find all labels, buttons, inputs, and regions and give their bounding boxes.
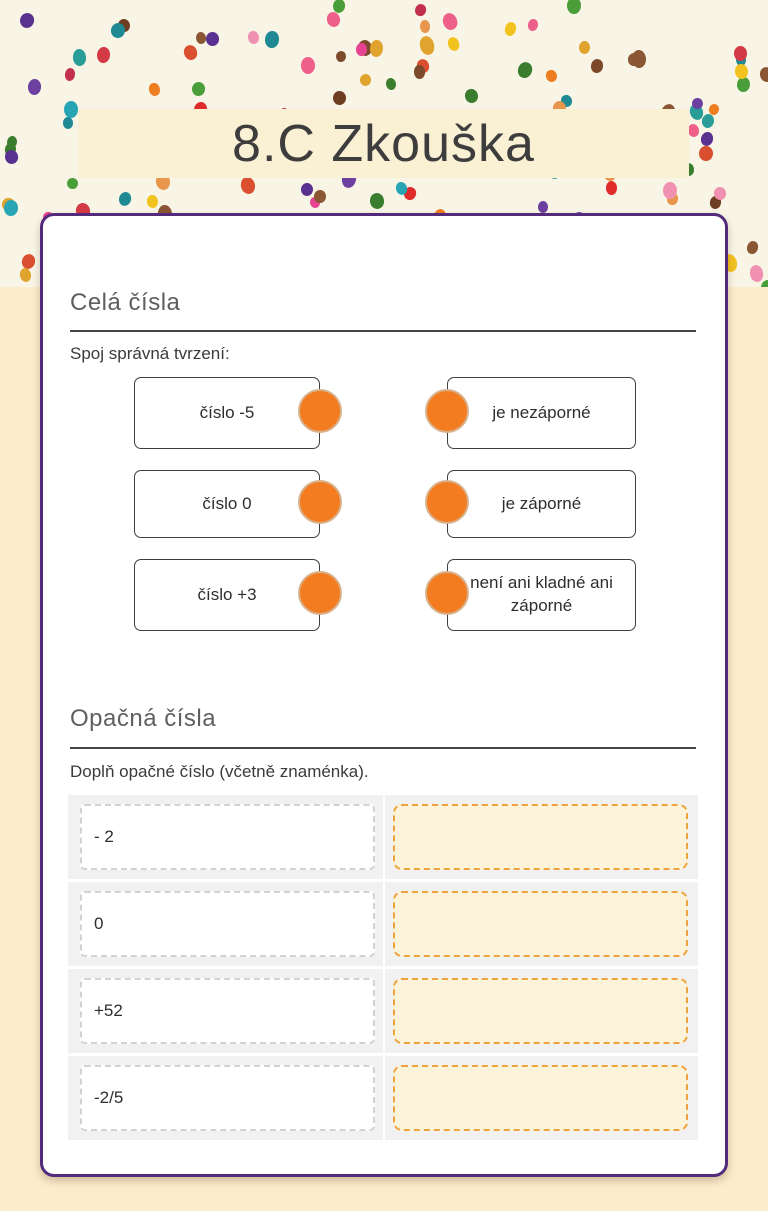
confetti-dot: [206, 32, 219, 46]
match-right-item[interactable]: [447, 470, 636, 538]
confetti-dot: [414, 64, 425, 78]
confetti-dot: [264, 30, 279, 49]
match-right-label: je nezáporné: [492, 402, 591, 422]
confetti-dot: [699, 146, 713, 161]
confetti-dot: [64, 68, 76, 82]
confetti-dot: [109, 22, 125, 39]
confetti-dot: [64, 101, 78, 118]
confetti-dot: [419, 20, 430, 33]
confetti-dot: [301, 182, 313, 195]
connector-dot[interactable]: [425, 571, 469, 615]
confetti-dot: [369, 192, 385, 210]
answer-cell: [385, 882, 698, 966]
opposite-numbers-table: [68, 795, 698, 1140]
answer-input-box[interactable]: [393, 1065, 688, 1131]
prompt-cell: [68, 1056, 383, 1140]
confetti-dot: [516, 60, 534, 80]
confetti-dot: [464, 88, 479, 104]
confetti-dot: [66, 178, 77, 190]
table-row: [68, 795, 698, 879]
match-left-label: číslo +3: [197, 584, 257, 604]
prompt-label: 0: [94, 914, 104, 933]
answer-cell: [385, 795, 698, 879]
worksheet-title: 8.C Zkouška: [232, 114, 535, 173]
confetti-dot: [418, 35, 437, 57]
confetti-dot: [18, 11, 36, 30]
confetti-dot: [147, 194, 159, 208]
prompt-label: +52: [94, 1001, 123, 1020]
prompt-cell: [68, 795, 383, 879]
connector-dot[interactable]: [298, 480, 342, 524]
confetti-dot: [247, 30, 260, 45]
confetti-dot: [240, 176, 258, 196]
prompt-box: [80, 891, 375, 957]
match-left-item[interactable]: [134, 377, 320, 449]
confetti-dot: [578, 41, 590, 55]
worksheet-card: [40, 213, 728, 1177]
prompt-cell: [68, 969, 383, 1053]
confetti-dot: [538, 201, 548, 213]
table-row: [68, 882, 698, 966]
section-instruction-fill: Doplň opačné číslo (včetně znaménka).: [70, 762, 369, 781]
confetti-dot: [662, 182, 676, 199]
confetti-dot: [413, 3, 427, 18]
confetti-dot: [699, 131, 714, 148]
confetti-dot: [96, 46, 110, 63]
confetti-dot: [182, 43, 200, 61]
connector-dot[interactable]: [425, 389, 469, 433]
confetti-dot: [527, 18, 539, 31]
answer-input-box[interactable]: [393, 804, 688, 870]
match-left-item[interactable]: [134, 559, 320, 631]
confetti-dot: [590, 58, 604, 74]
match-right-label: není ani kladné ani záporné: [470, 573, 613, 615]
match-right-item[interactable]: [447, 559, 636, 631]
confetti-dot: [360, 74, 372, 87]
match-left-label: číslo 0: [202, 493, 252, 513]
confetti-dot: [72, 48, 87, 66]
table-row: [68, 1056, 698, 1140]
confetti-dot: [191, 82, 205, 98]
table-row: [68, 969, 698, 1053]
connector-dot[interactable]: [298, 571, 342, 615]
answer-input-box[interactable]: [393, 891, 688, 957]
confetti-dot: [369, 40, 384, 58]
section-divider: [70, 330, 696, 332]
section-title-opacna-cisla: Opačná čísla: [70, 705, 217, 732]
section-instruction-match: Spoj správná tvrzení:: [70, 344, 230, 363]
confetti-dot: [336, 50, 347, 62]
confetti-dot: [503, 21, 517, 37]
connector-dot[interactable]: [425, 480, 469, 524]
match-right-item[interactable]: [447, 377, 636, 449]
confetti-dot: [63, 117, 74, 129]
prompt-box: [80, 1065, 375, 1131]
prompt-cell: [68, 882, 383, 966]
prompt-box: [80, 804, 375, 870]
confetti-dot: [6, 135, 18, 148]
confetti-dot: [748, 264, 764, 283]
confetti-dot: [758, 66, 768, 84]
section-divider: [70, 747, 696, 749]
confetti-dot: [440, 11, 459, 31]
match-left-label: číslo -5: [199, 402, 255, 422]
confetti-dot: [736, 76, 750, 92]
confetti-dot: [446, 35, 461, 51]
confetti-dot: [745, 240, 759, 256]
match-right-label: je záporné: [501, 493, 582, 513]
answer-cell: [385, 1056, 698, 1140]
confetti-dot: [147, 82, 161, 98]
answer-cell: [385, 969, 698, 1053]
confetti-dot: [117, 190, 133, 207]
prompt-box: [80, 978, 375, 1044]
confetti-dot: [385, 77, 397, 91]
confetti-dot: [4, 148, 20, 164]
confetti-dot: [545, 69, 559, 84]
prompt-label: -2/5: [94, 1088, 124, 1107]
confetti-dot: [333, 91, 347, 106]
confetti-dot: [19, 268, 32, 284]
confetti-dot: [606, 180, 618, 195]
confetti-dot: [567, 0, 581, 15]
prompt-label: - 2: [94, 827, 114, 846]
connector-dot[interactable]: [298, 389, 342, 433]
worksheet-title-banner: [78, 109, 689, 178]
confetti-dot: [713, 187, 726, 201]
confetti-dot: [4, 200, 19, 217]
confetti-dot: [301, 57, 316, 74]
answer-input-box[interactable]: [393, 978, 688, 1044]
confetti-dot: [27, 79, 42, 96]
section-title-cela-cisla: Celá čísla: [70, 289, 181, 316]
confetti-dot: [314, 190, 327, 203]
match-left-item[interactable]: [134, 470, 320, 538]
